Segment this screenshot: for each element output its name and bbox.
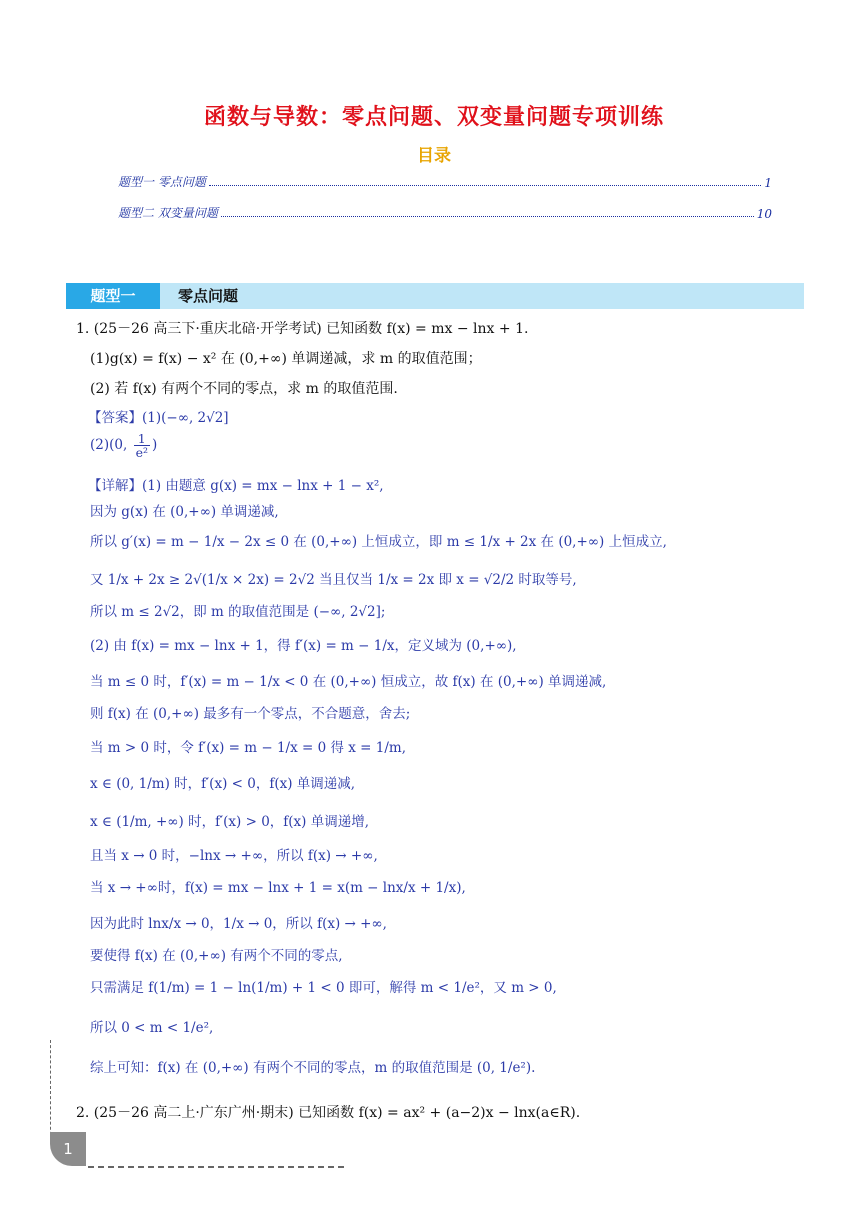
solution-line: 当 x → +∞时，f(x) = mx − lnx + 1 = x(m − lnx/x + 1/x), (90, 880, 466, 896)
solution-line: (2) 由 f(x) = mx − lnx + 1，得 f′(x) = m − 1/x，定义域为 (0,+∞), (90, 638, 517, 654)
toc-entry[interactable] (118, 201, 772, 221)
problem-question-1: (1)g(x) = f(x) − x² 在 (0,+∞) 单调递减，求 m 的取值范围； (90, 351, 482, 367)
solution-line: 所以 g′(x) = m − 1/x − 2x ≤ 0 在 (0,+∞) 上恒成立，即 m ≤ 1/x + 2x 在 (0,+∞) 上恒成立, (90, 534, 667, 550)
solution-line: 则 f(x) 在 (0,+∞) 最多有一个零点，不合题意，舍去; (90, 706, 411, 722)
margin-dashed-rule (50, 1040, 51, 1140)
answer-1: (1)(−∞, 2√2] (142, 410, 229, 426)
toc-heading: 目录 (417, 146, 451, 166)
toc-entry-label: 题型二 双变量问题 (118, 206, 218, 220)
solution-line: 要使得 f(x) 在 (0,+∞) 有两个不同的零点, (90, 948, 343, 964)
solution-line: x ∈ (0, 1/m) 时，f′(x) < 0，f(x) 单调递减, (90, 776, 356, 792)
fraction-numerator: 1 (134, 432, 150, 446)
problem-question-2: (2) 若 f(x) 有两个不同的零点，求 m 的取值范围. (90, 381, 398, 397)
toc-entry[interactable] (118, 170, 772, 190)
section-name: 零点问题 (178, 287, 239, 305)
toc-entry-label: 题型一 零点问题 (118, 175, 206, 189)
solution-text: (1) 由题意 g(x) = mx − lnx + 1 − x², (142, 478, 384, 494)
detail-tag: 【详解】 (88, 478, 142, 494)
section-header-bar (66, 283, 804, 309)
solution-line (88, 474, 384, 494)
answer-tag: 【答案】 (88, 410, 142, 426)
solution-line: 综上可知：f(x) 在 (0,+∞) 有两个不同的零点，m 的取值范围是 (0, 1/e²). (90, 1060, 536, 1076)
answer-line-2 (90, 432, 157, 459)
solution-line: 因为 g(x) 在 (0,+∞) 单调递减, (90, 504, 279, 520)
solution-line: x ∈ (1/m, +∞) 时，f′(x) > 0，f(x) 单调递增, (90, 814, 370, 830)
toc-entry-page: 1 (764, 176, 772, 190)
solution-line: 且当 x → 0 时，−lnx → +∞，所以 f(x) → +∞, (90, 848, 378, 864)
answer-line-1 (88, 406, 229, 426)
answer-2-prefix: (2)(0, (90, 437, 132, 454)
footer-dashed-rule (88, 1166, 344, 1168)
document-title: 函数与导数：零点问题、双变量问题专项训练 (203, 104, 664, 130)
toc-leader-dots (209, 185, 762, 186)
solution-line: 所以 m ≤ 2√2，即 m 的取值范围是 (−∞, 2√2]; (90, 604, 386, 620)
answer-2-fraction (134, 432, 150, 459)
toc-entry-page: 10 (756, 207, 772, 221)
solution-line: 所以 0 < m < 1/e², (90, 1020, 214, 1036)
solution-line: 又 1/x + 2x ≥ 2√(1/x × 2x) = 2√2 当且仅当 1/x = 2x 即 x = √2/2 时取等号, (90, 572, 577, 588)
toc-leader-dots (221, 216, 754, 217)
problem-stem: 1. (25－26 高三下·重庆北碚·开学考试) 已知函数 f(x) = mx − lnx + 1. (76, 321, 529, 337)
solution-line: 因为此时 lnx/x → 0，1/x → 0，所以 f(x) → +∞, (90, 916, 387, 932)
page-number-badge: 1 (50, 1132, 86, 1166)
problem-stem: 2. (25－26 高二上·广东广州·期末) 已知函数 f(x) = ax² + (a−2)x − lnx(a∈R). (76, 1105, 581, 1121)
fraction-denominator: e² (135, 445, 148, 461)
solution-line: 当 m ≤ 0 时，f′(x) = m − 1/x < 0 在 (0,+∞) 恒成立，故 f(x) 在 (0,+∞) 单调递减, (90, 674, 607, 690)
section-tag: 题型一 (66, 283, 160, 309)
answer-2-suffix: ) (151, 437, 158, 454)
solution-line: 当 m > 0 时，令 f′(x) = m − 1/x = 0 得 x = 1/m, (90, 740, 407, 756)
solution-line: 只需满足 f(1/m) = 1 − ln(1/m) + 1 < 0 即可，解得 m < 1/e²，又 m > 0, (90, 980, 557, 996)
